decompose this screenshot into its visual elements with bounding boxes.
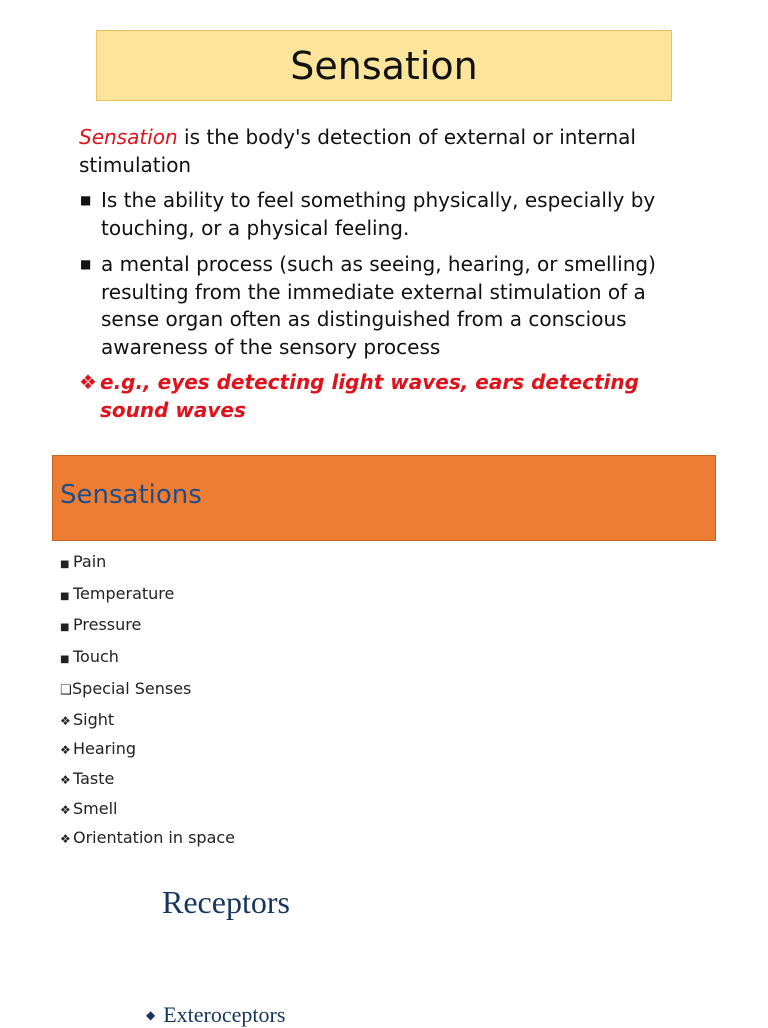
diamond-star-bullet-icon: ❖: [60, 802, 71, 817]
sensations-heading: Sensations: [60, 480, 202, 510]
bullet-text: Is the ability to feel something physically, especially by touching, or a physical feeling.: [101, 188, 656, 240]
receptors-list-item-text: Exteroceptors: [163, 1002, 286, 1027]
bullet-item: [80, 187, 690, 242]
sensations-list: [60, 548, 235, 854]
bullet-text: a mental process (such as seeing, hearing, or smelling) resulting from the immediate external stimulation of a sense organ often as distinguished from a conscious awareness of the sensory process: [101, 252, 656, 359]
definition-text: is the body's detection of external or internal stimulation: [79, 125, 636, 177]
list-item-text: Temperature: [73, 583, 175, 603]
title-banner: [96, 30, 672, 101]
diamond-star-bullet-icon: ❖: [60, 772, 71, 787]
list-item-text: Smell: [73, 798, 118, 818]
list-item-text: Taste: [73, 768, 115, 788]
square-bullet-icon: ■: [60, 622, 70, 634]
list-item: [60, 706, 235, 736]
list-item-text: Special Senses: [72, 678, 192, 698]
square-bullet-icon: ■: [80, 257, 92, 271]
definition-term: Sensation: [79, 125, 178, 149]
square-bullet-icon: ■: [60, 590, 70, 602]
sensations-heading-box: [52, 455, 716, 541]
list-item-text: Pressure: [73, 615, 142, 635]
list-item: [60, 675, 235, 706]
checkbox-bullet-icon: ❑: [60, 682, 72, 698]
list-item-text: Sight: [73, 709, 115, 729]
example-text: e.g., eyes detecting light waves, ears detecting sound waves: [100, 370, 639, 422]
list-item: [60, 795, 235, 825]
list-item-text: Pain: [73, 552, 107, 571]
page-title: Sensation: [290, 43, 478, 88]
diamond-star-bullet-icon: ❖: [60, 743, 71, 758]
diamond-bullet-icon: ◆: [146, 1008, 156, 1022]
square-bullet-icon: ■: [80, 193, 92, 207]
list-item-text: Touch: [73, 647, 119, 667]
list-item-text: Hearing: [73, 739, 136, 759]
receptors-list-item: [146, 1002, 285, 1028]
diamond-star-bullet-icon: ❖: [79, 370, 97, 394]
list-item: [60, 824, 235, 854]
diamond-star-bullet-icon: ❖: [60, 713, 71, 728]
list-item: [60, 548, 235, 580]
list-item: [60, 735, 235, 765]
bullet-item: [80, 251, 690, 361]
diamond-star-bullet-icon: ❖: [60, 832, 71, 847]
list-item: [60, 643, 235, 675]
receptors-heading: Receptors: [162, 884, 290, 920]
list-item: [60, 580, 235, 612]
list-item: [60, 765, 235, 795]
square-bullet-icon: ■: [60, 559, 70, 570]
example-item: [79, 369, 689, 424]
square-bullet-icon: ■: [60, 654, 70, 666]
list-item: [60, 611, 235, 643]
definition-paragraph: [79, 123, 699, 179]
list-item-text: Orientation in space: [73, 828, 236, 848]
